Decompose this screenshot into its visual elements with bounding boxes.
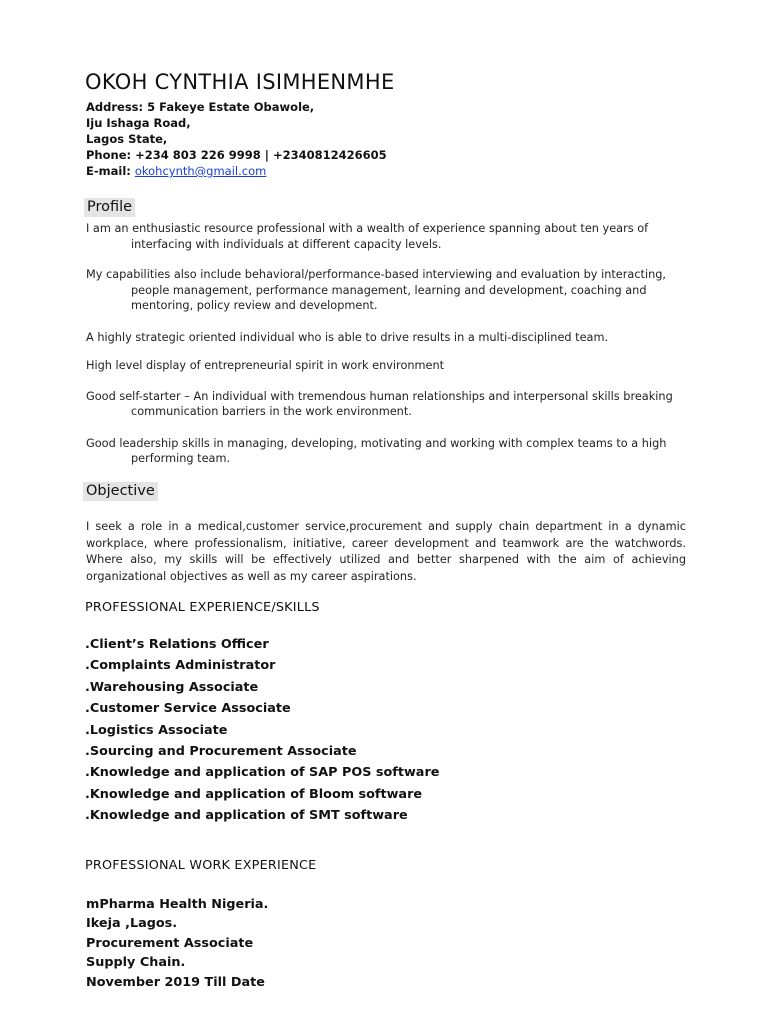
- job-role: Procurement Associate: [86, 935, 254, 951]
- phone-line: Phone: +234 803 226 9998 | +2340812426605: [86, 148, 387, 162]
- job-location: Ikeja ,Lagos.: [86, 916, 178, 932]
- email-label: E-mail:: [86, 164, 135, 178]
- profile-paragraph: My capabilities also include behavioral/performance-based interviewing and evaluation by interacting, people management, performance management, learning and development, coaching and mentoring, policy review and development.: [86, 268, 667, 312]
- job-department: Supply Chain.: [86, 955, 186, 971]
- skill-item: .Warehousing Associate: [85, 679, 259, 695]
- profile-paragraph: A highly strategic oriented individual who is able to drive results in a multi-disciplined team.: [86, 330, 609, 344]
- skill-item: .Knowledge and application of SMT software: [85, 808, 408, 824]
- objective-heading: Objective: [83, 482, 158, 501]
- skill-item: .Complaints Administrator: [85, 658, 276, 674]
- candidate-name: OKOH CYNTHIA ISIMHENMHE: [85, 70, 395, 94]
- profile-section: [86, 221, 696, 467]
- objective-text: I seek a role in a medical,customer service,procurement and supply chain department in a dynamic workplace, where professionalism, initiative, career development and teamwork are the watchwords. Where also, my skills will be effectively utilized and better sharpened with the aim of achieving organizational objectives as well as my career aspirations.: [86, 520, 686, 583]
- contact-block: [86, 99, 387, 179]
- job-company: mPharma Health Nigeria.: [86, 897, 269, 912]
- address-line-2: Iju Ishaga Road,: [86, 116, 191, 130]
- profile-paragraph: Good self-starter – An individual with tremendous human relationships and interpersonal skills breaking communication barriers in the work environment.: [86, 389, 673, 418]
- job-period: November 2019 Till Date: [86, 974, 265, 990]
- skill-item: .Customer Service Associate: [85, 701, 291, 717]
- job-entry: [86, 895, 268, 992]
- email-line: [86, 163, 387, 179]
- work-experience-heading: PROFESSIONAL WORK EXPERIENCE: [85, 858, 317, 873]
- profile-heading: Profile: [84, 198, 135, 217]
- address-line-3: Lagos State,: [86, 132, 168, 146]
- address-line-1: Address: 5 Fakeye Estate Obawole,: [86, 100, 315, 114]
- profile-paragraph: Good leadership skills in managing, developing, motivating and working with complex teams to a high performing team.: [86, 436, 667, 465]
- profile-paragraph: I am an enthusiastic resource professional with a wealth of experience spanning about ten years of interfacing with individuals at different capacity levels.: [86, 222, 649, 251]
- skills-heading: PROFESSIONAL EXPERIENCE/SKILLS: [85, 600, 320, 615]
- skill-item: .Sourcing and Procurement Associate: [85, 744, 357, 760]
- skills-list: [85, 634, 439, 827]
- profile-paragraph: High level display of entrepreneurial spirit in work environment: [86, 359, 445, 372]
- skill-item: .Knowledge and application of Bloom software: [85, 786, 423, 802]
- skill-item: .Client’s Relations Officer: [85, 637, 269, 652]
- email-link[interactable]: okohcynth@gmail.com: [134, 164, 267, 178]
- skill-item: .Logistics Associate: [85, 722, 228, 738]
- skill-item: .Knowledge and application of SAP POS software: [85, 765, 440, 781]
